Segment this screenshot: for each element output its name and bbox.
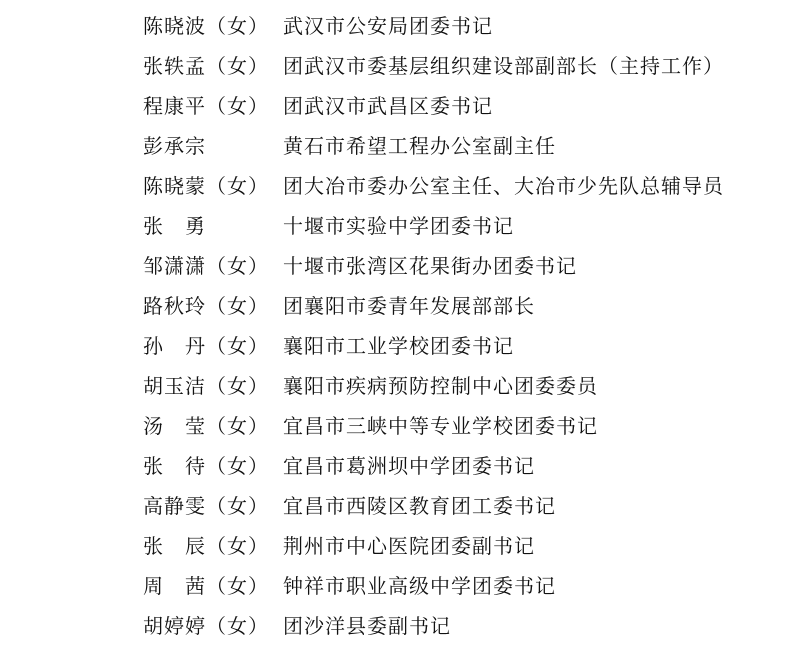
person-position: 团大冶市委办公室主任、大冶市少先队总辅导员 — [283, 173, 724, 198]
person-position: 襄阳市工业学校团委书记 — [283, 333, 514, 358]
person-name: 张轶孟（女） — [143, 53, 269, 78]
person-name: 胡婷婷（女） — [143, 613, 269, 638]
person-position: 宜昌市葛洲坝中学团委书记 — [283, 453, 535, 478]
person-name: 周 茜（女） — [143, 573, 269, 598]
person-position: 团武汉市委基层组织建设部副部长（主持工作） — [283, 53, 724, 78]
person-position: 宜昌市三峡中等专业学校团委书记 — [283, 413, 598, 438]
person-position: 钟祥市职业高级中学团委书记 — [283, 573, 556, 598]
person-name: 陈晓蒙（女） — [143, 173, 269, 198]
list-item — [0, 364, 785, 404]
list-item — [0, 84, 785, 124]
person-name: 张 勇 — [143, 213, 206, 238]
person-position: 荆州市中心医院团委副书记 — [283, 533, 535, 558]
person-position: 武汉市公安局团委书记 — [283, 13, 493, 38]
person-position: 十堰市张湾区花果街办团委书记 — [283, 253, 577, 278]
person-position: 宜昌市西陵区教育团工委书记 — [283, 493, 556, 518]
list-item — [0, 564, 785, 604]
list-item — [0, 404, 785, 444]
person-position: 团武汉市武昌区委书记 — [283, 93, 493, 118]
person-name: 孙 丹（女） — [143, 333, 269, 358]
person-name: 张 辰（女） — [143, 533, 269, 558]
list-item — [0, 284, 785, 324]
list-item — [0, 524, 785, 564]
person-position: 襄阳市疾病预防控制中心团委委员 — [283, 373, 598, 398]
person-position: 黄石市希望工程办公室副主任 — [283, 133, 556, 158]
list-item — [0, 164, 785, 204]
list-item — [0, 324, 785, 364]
list-item — [0, 44, 785, 84]
person-name: 邹潇潇（女） — [143, 253, 269, 278]
person-name: 陈晓波（女） — [143, 13, 269, 38]
person-name: 胡玉洁（女） — [143, 373, 269, 398]
person-position: 团沙洋县委副书记 — [283, 613, 451, 638]
list-item — [0, 204, 785, 244]
person-name: 路秋玲（女） — [143, 293, 269, 318]
list-item — [0, 244, 785, 284]
awardee-list — [0, 4, 785, 644]
list-item — [0, 604, 785, 644]
list-item — [0, 4, 785, 44]
person-name: 汤 莹（女） — [143, 413, 269, 438]
person-name: 高静雯（女） — [143, 493, 269, 518]
person-name: 彭承宗 — [143, 133, 206, 158]
person-position: 团襄阳市委青年发展部部长 — [283, 293, 535, 318]
person-name: 程康平（女） — [143, 93, 269, 118]
list-item — [0, 484, 785, 524]
list-item — [0, 124, 785, 164]
person-name: 张 待（女） — [143, 453, 269, 478]
person-position: 十堰市实验中学团委书记 — [283, 213, 514, 238]
list-item — [0, 444, 785, 484]
